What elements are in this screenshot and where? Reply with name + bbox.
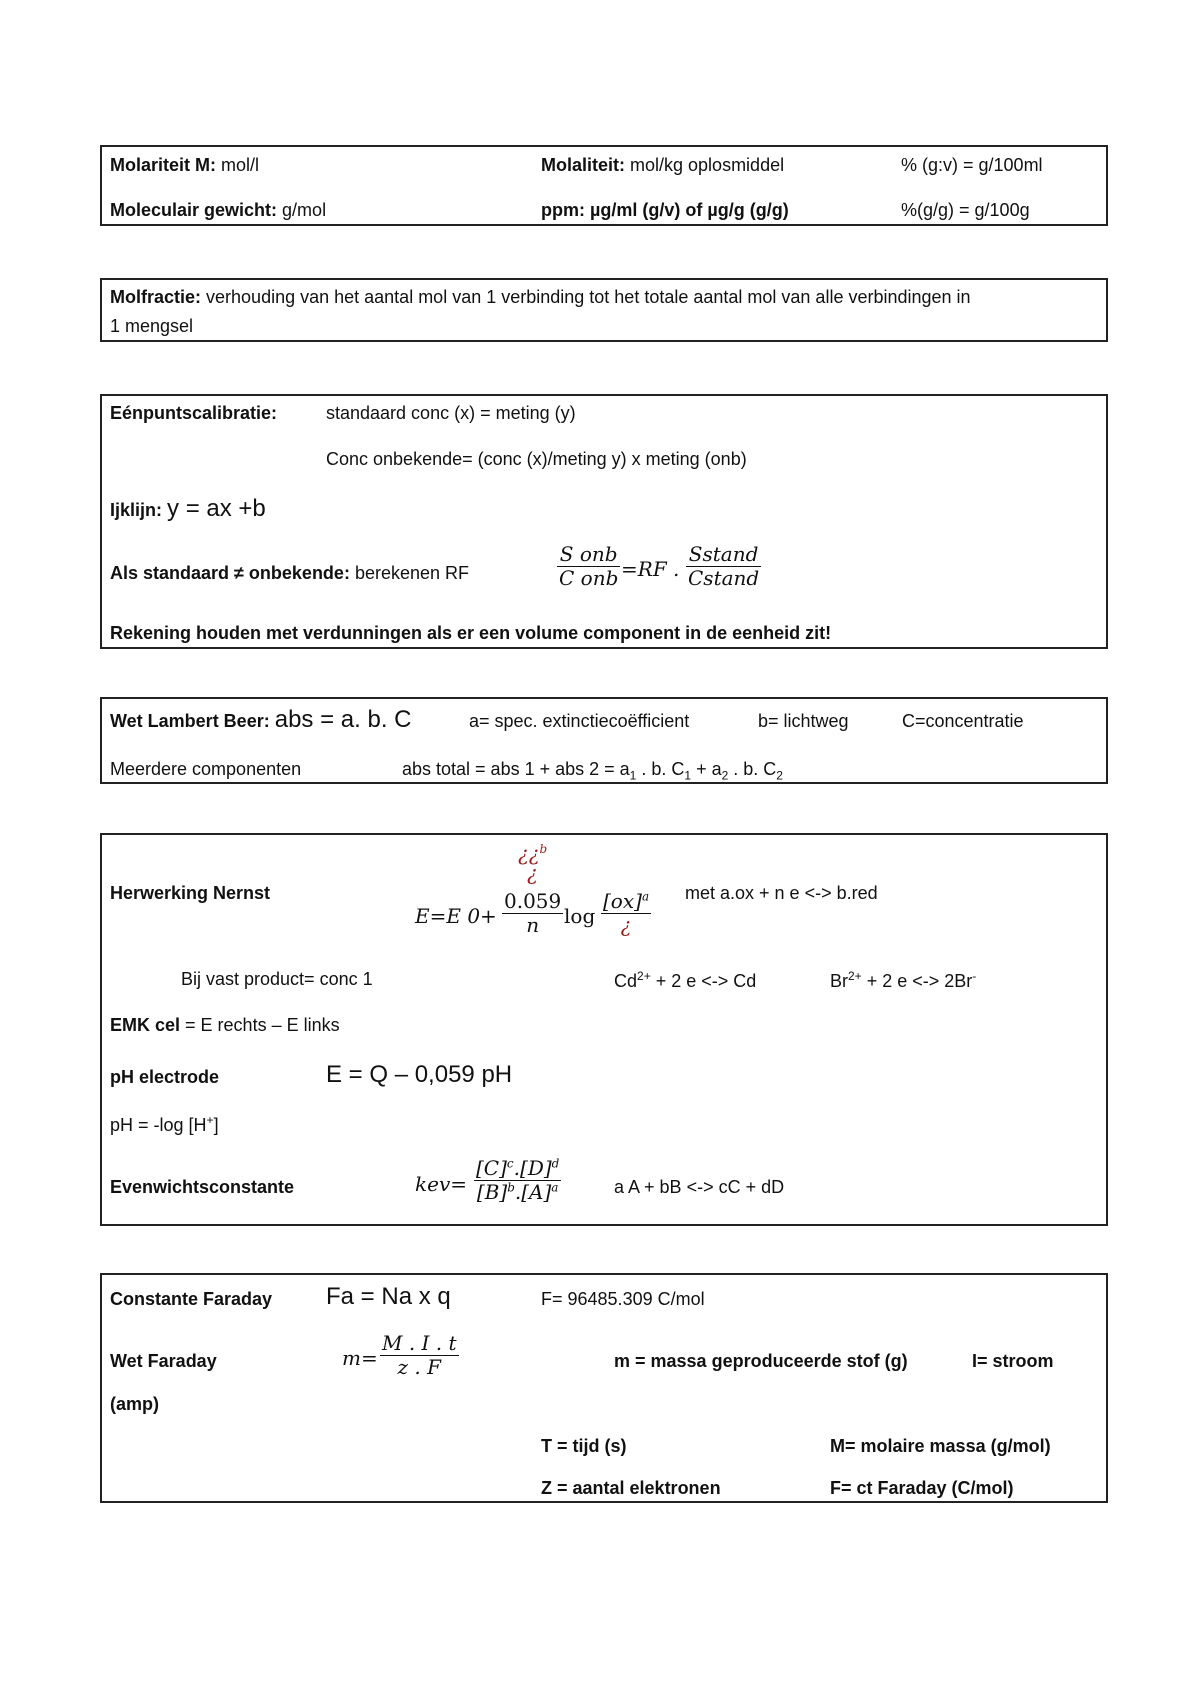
kev-den-b: [B] — [476, 1180, 508, 1204]
kev-den-sup-b: b — [507, 1180, 515, 1195]
rf-right-fraction — [686, 543, 761, 590]
sub-3: 2 — [721, 768, 729, 783]
ijklijn-row — [110, 497, 266, 521]
ph-def-prefix: pH = -log [H — [110, 1115, 207, 1135]
wlb-row — [110, 708, 411, 732]
wlb-formula: abs = a. b. C — [274, 706, 412, 733]
kev-num — [474, 1157, 561, 1181]
emk-label: EMK cel — [110, 1015, 181, 1035]
i-def: I= stroom — [972, 1351, 1054, 1371]
emk-value: = E rechts – E links — [180, 1015, 340, 1035]
molgewicht-value: g/mol — [282, 200, 327, 220]
b-def: b= lichtweg — [758, 711, 849, 731]
rf-den-left: C onb — [559, 566, 619, 590]
wf-fraction — [380, 1332, 459, 1379]
molariteit-value: mol/l — [221, 155, 260, 175]
cd-prefix: Cd — [614, 971, 638, 991]
m-def: m = massa geproduceerde stof (g) — [614, 1351, 908, 1371]
log-num-text: [ox] — [603, 889, 642, 913]
wf-lhs: m= — [342, 1346, 378, 1370]
rf-left-fraction — [557, 543, 620, 590]
ph-formula: E = Q – 0,059 pH — [326, 1061, 513, 1088]
br-rest: + 2 e <-> 2Br — [861, 971, 973, 991]
verdunning-note: Rekening houden met verdunningen als er een volume component in de eenheid zit! — [110, 623, 832, 643]
ph-def-sup: + — [206, 1113, 214, 1127]
sep-1: . b. C — [636, 759, 685, 779]
rf-den-right: Cstand — [688, 566, 760, 590]
br-prefix: Br — [830, 971, 848, 991]
plus-a: + a — [691, 759, 722, 779]
nernst-frac-den: n — [526, 913, 540, 937]
kev-num-c: [C] — [476, 1156, 507, 1180]
amp-label: (amp) — [110, 1394, 159, 1414]
cf-label: Constante Faraday — [110, 1289, 273, 1309]
log-num-sup: a — [641, 889, 650, 904]
kev-num-sup-d: d — [551, 1156, 560, 1171]
molgewicht-row — [110, 201, 326, 219]
mm-def: M= molaire massa (g/mol) — [830, 1436, 1051, 1456]
rf-num-right: Sstand — [686, 543, 761, 567]
molfractie-line2: 1 mengsel — [110, 316, 194, 336]
molfractie-label: Molfractie: — [110, 287, 202, 307]
red-top: ¿¿ — [518, 841, 540, 866]
eenpunt-line1: standaard conc (x) = meting (y) — [326, 403, 576, 423]
molaliteit-value: mol/kg oplosmiddel — [630, 155, 785, 175]
ppm-value: µg/ml (g/v) of µg/g (g/g) — [590, 200, 789, 220]
molfractie-def: verhouding van het aantal mol van 1 verbinding tot het totale aantal mol van alle verbindingen in — [206, 287, 971, 307]
cf-value: F= 96485.309 C/mol — [541, 1289, 705, 1309]
wf-num: M . I . t — [382, 1331, 457, 1355]
als-label: Als standaard ≠ onbekende: — [110, 563, 350, 583]
red-sup: b — [539, 842, 548, 856]
nernst-log-fraction — [601, 890, 651, 937]
ijklijn-formula: y = ax +b — [167, 495, 266, 522]
sub-2: 1 — [684, 768, 692, 783]
molariteit-row — [110, 156, 259, 174]
cd-sup: 2+ — [637, 969, 651, 983]
kev-den-a: .[A] — [514, 1180, 552, 1204]
molaliteit-row — [541, 156, 784, 174]
kev-label: Evenwichtsconstante — [110, 1177, 295, 1197]
rf-mid: =RF . — [621, 557, 680, 581]
nernst-log: log — [564, 904, 596, 928]
kev-fraction — [474, 1157, 561, 1204]
rf-num-left: S onb — [557, 543, 620, 567]
als-value: berekenen RF — [354, 563, 470, 583]
ppm-label: ppm: — [541, 200, 585, 220]
molariteit-label: Molariteit M: — [110, 155, 216, 175]
kev-num-sup-c: c — [506, 1156, 514, 1171]
molaliteit-label: Molaliteit: — [541, 155, 625, 175]
ppm-row — [541, 201, 789, 219]
nernst-log-num — [601, 890, 651, 914]
sub-4: 2 — [776, 768, 783, 783]
emk-row — [110, 1016, 340, 1034]
sub-1: 1 — [629, 768, 637, 783]
nernst-red-mid: ¿ — [527, 861, 538, 885]
f-def: F= ct Faraday (C/mol) — [830, 1478, 1014, 1498]
kev-den — [474, 1181, 561, 1204]
cd-reaction — [614, 970, 756, 990]
cd-rest: + 2 e <-> Cd — [650, 971, 757, 991]
br-reaction — [830, 970, 976, 990]
nernst-log-den: ¿ — [620, 913, 632, 937]
c-def: C=concentratie — [902, 711, 1024, 731]
ph-label: pH electrode — [110, 1067, 220, 1087]
abs-total — [402, 760, 783, 782]
sep-2: . b. C — [728, 759, 777, 779]
nernst-frac-num: 0.059 — [504, 889, 562, 913]
molgewicht-label: Moleculair gewicht: — [110, 200, 278, 220]
z-def: Z = aantal elektronen — [541, 1478, 721, 1498]
wlb-label: Wet Lambert Beer: — [110, 711, 270, 731]
eenpunt-line2: Conc onbekende= (conc (x)/meting y) x meting (onb) — [326, 449, 747, 469]
eenpunt-label: Eénpuntscalibratie: — [110, 403, 278, 423]
wf-label: Wet Faraday — [110, 1351, 217, 1371]
kev-reaction: a A + bB <-> cC + dD — [614, 1177, 785, 1197]
wf-den: z . F — [397, 1355, 442, 1379]
nernst-label: Herwerking Nernst — [110, 883, 271, 903]
t-def: T = tijd (s) — [541, 1436, 627, 1456]
br-sup: 2+ — [848, 969, 862, 983]
nernst-fraction — [502, 890, 563, 937]
pct-gg: %(g/g) = g/100g — [901, 200, 1030, 220]
ph-def-end: ] — [213, 1115, 219, 1135]
molfractie-line1 — [110, 288, 971, 306]
br-end-sup: - — [972, 969, 977, 983]
a-def: a= spec. extinctiecoëfficient — [469, 711, 690, 731]
ijklijn-label: Ijklijn: — [110, 500, 163, 520]
kev-den-sup-a: a — [551, 1180, 559, 1195]
als-standaard-row — [110, 564, 469, 582]
cf-formula: Fa = Na x q — [326, 1283, 451, 1310]
kev-num-d: .[D] — [513, 1156, 552, 1180]
ph-def — [110, 1114, 219, 1134]
meerdere-label: Meerdere componenten — [110, 759, 302, 779]
nernst-reaction: met a.ox + n e <-> b.red — [685, 883, 878, 903]
abs-total-prefix: abs total = abs 1 + abs 2 = a — [402, 759, 630, 779]
pct-gv: % (g:v) = g/100ml — [901, 155, 1043, 175]
nernst-lhs: E=E 0+ — [415, 904, 497, 928]
vast-product: Bij vast product= conc 1 — [181, 969, 373, 989]
kev-lhs: kev= — [415, 1172, 468, 1196]
